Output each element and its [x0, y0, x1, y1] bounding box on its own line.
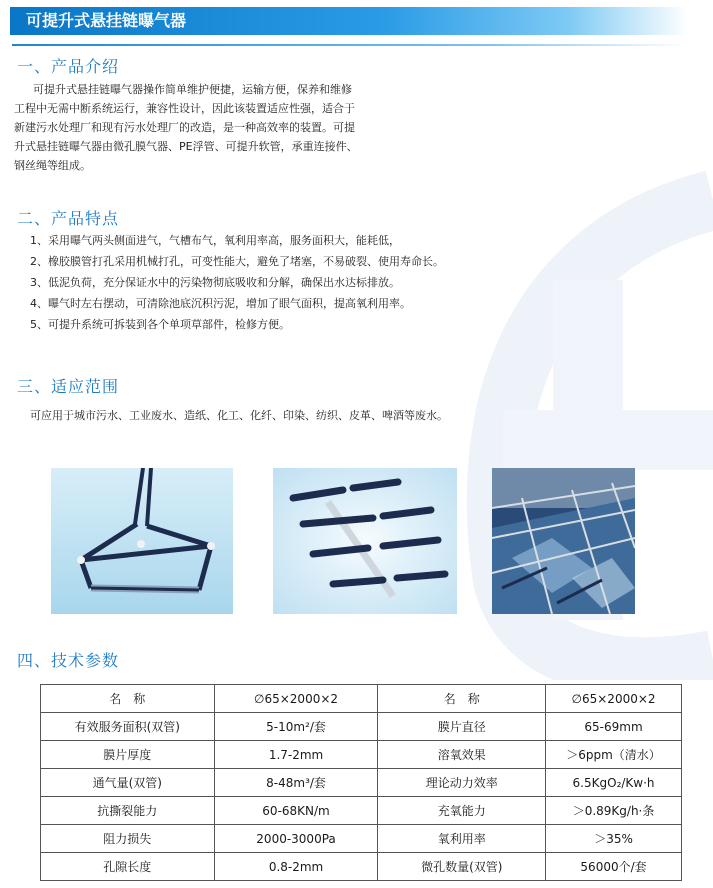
spec-label: 氧利用率: [378, 825, 546, 853]
section-title-specs: 四、技术参数: [17, 651, 120, 670]
spec-label: 微孔数量(双管): [378, 853, 546, 881]
spec-label: 膜片直径: [378, 713, 546, 741]
spec-label: 充氧能力: [378, 797, 546, 825]
spec-label: 抗撕裂能力: [41, 797, 215, 825]
spec-label: 有效服务面积(双管): [41, 713, 215, 741]
table-row: [41, 769, 682, 797]
spec-label: 溶氧效果: [378, 741, 546, 769]
spec-label: 膜片厚度: [41, 741, 215, 769]
spec-label: 理论动力效率: [378, 769, 546, 797]
feature-item: 1、采用曝气两头侧面进气，气槽布气，氧利用率高，服务面积大，能耗低，: [30, 234, 400, 247]
section-title-features: 二、产品特点: [17, 209, 120, 228]
spec-label: 名 称: [41, 685, 215, 713]
spec-label: 名 称: [378, 685, 546, 713]
section-title-intro: 一、产品介绍: [17, 57, 120, 76]
feature-item: 2、橡胶膜管打孔采用机械打孔，可变性能大，避免了堵塞，不易破裂、使用寿命长。: [30, 255, 444, 268]
table-row: [41, 685, 682, 713]
spec-value: 65-69mm: [546, 713, 682, 741]
aeration-tank-photo: [492, 468, 635, 614]
photo-row: [0, 468, 713, 614]
title-underline: [12, 44, 688, 46]
table-row: [41, 741, 682, 769]
spec-value: ∅65×2000×2: [546, 685, 682, 713]
intro-line: 新建污水处理厂和现有污水处理厂的改造，是一种高效率的装置。可提: [14, 121, 355, 134]
feature-item: 5、可提升系统可拆装到各个单项草部件，检修方便。: [30, 318, 290, 331]
spec-value: ∅65×2000×2: [214, 685, 378, 713]
table-row: [41, 853, 682, 881]
spec-value: 6.5KgO₂/Kw·h: [546, 769, 682, 797]
spec-value: 5-10m²/套: [214, 713, 378, 741]
scope-text: 可应用于城市污水、工业废水、造纸、化工、化纤、印染、纺织、皮革、啤酒等废水。: [30, 409, 448, 422]
spec-label: 孔隙长度: [41, 853, 215, 881]
intro-paragraph: [14, 80, 366, 175]
spec-value: 1.7-2mm: [214, 741, 378, 769]
cross-diffuser-photo: [273, 468, 457, 614]
diffuser-frame-photo: [51, 468, 233, 614]
spec-value: ＞6ppm（清水）: [546, 741, 682, 769]
intro-line: 升式悬挂链曝气器由微孔膜气器、PE浮管、可提升软管，承重连接件、: [14, 140, 358, 153]
feature-item: 3、低泥负荷，充分保证水中的污染物彻底吸收和分解，确保出水达标排放。: [30, 276, 400, 289]
spec-table: [40, 684, 682, 881]
spec-label: 阻力损失: [41, 825, 215, 853]
spec-value: 56000个/套: [546, 853, 682, 881]
spec-value: ＞0.89Kg/h·条: [546, 797, 682, 825]
intro-line: 工程中无需中断系统运行，兼容性设计，因此该装置适应性强，适合于: [14, 102, 355, 115]
section-title-scope: 三、适应范围: [17, 377, 120, 396]
intro-line: 可提升式悬挂链曝气器操作简单维护便捷，运输方便，保养和维修: [33, 83, 352, 96]
spec-value: 60-68KN/m: [214, 797, 378, 825]
spec-value: ＞35%: [546, 825, 682, 853]
table-row: [41, 825, 682, 853]
feature-list: [30, 230, 510, 335]
spec-value: 2000-3000Pa: [214, 825, 378, 853]
feature-item: 4、曝气时左右摆动，可清除池底沉积污泥，增加了眼气面积，提高氧利用率。: [30, 297, 411, 310]
spec-label: 通气量(双管): [41, 769, 215, 797]
spec-value: 0.8-2mm: [214, 853, 378, 881]
table-row: [41, 713, 682, 741]
spec-value: 8-48m³/套: [214, 769, 378, 797]
table-row: [41, 797, 682, 825]
intro-line: 钢丝绳等组成。: [14, 159, 91, 172]
page-title: 可提升式悬挂链曝气器: [10, 7, 688, 35]
